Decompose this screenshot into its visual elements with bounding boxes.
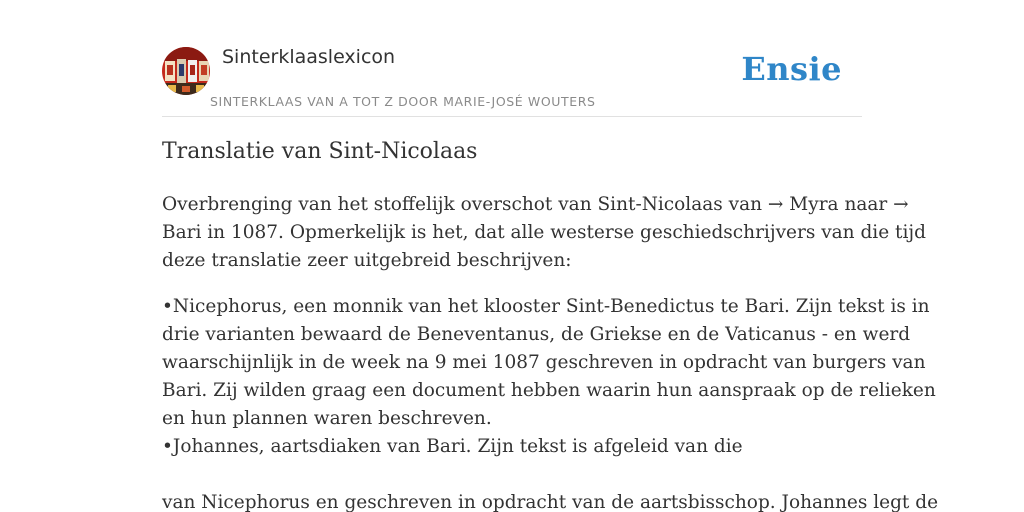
text-line: van Nicephorus en geschreven in opdracht van de aartsbisschop. Johannes legt de <box>162 492 939 512</box>
text-line: waarschijnlijk in de week na 9 mei 1087 geschreven in opdracht van burgers van <box>162 352 926 373</box>
text-line: •Nicephorus, een monnik van het klooster Sint-Benedictus te Bari. Zijn tekst is in <box>162 296 930 317</box>
article-body <box>162 191 939 512</box>
text-line: drie varianten bewaard de Beneventanus, de Griekse en de Vaticanus - en werd <box>162 324 911 345</box>
text-line: Bari. Zij wilden graag een document hebben waarin hun aanspraak op de relieken <box>162 380 936 401</box>
sources-paragraph <box>162 293 939 512</box>
text-line: Overbrenging van het stoffelijk overschot van Sint-Nicolaas van → Myra naar → <box>162 194 909 215</box>
text-line: deze translatie zeer uitgebreid beschrijven: <box>162 250 572 271</box>
text-line: en hun plannen waren beschreven. <box>162 408 492 429</box>
lexicon-avatar-image <box>162 47 210 95</box>
site-tagline: SINTERKLAAS VAN A TOT Z DOOR MARIE-JOSÉ WOUTERS <box>210 94 596 109</box>
intro-paragraph <box>162 191 926 275</box>
lexicon-avatar[interactable] <box>162 47 210 95</box>
site-header <box>162 44 862 117</box>
line-break <box>162 461 867 489</box>
text-line: Bari in 1087. Opmerkelijk is het, dat alle westerse geschiedschrijvers van die tijd <box>162 222 926 243</box>
article-title: Translatie van Sint-Nicolaas <box>162 139 478 164</box>
text-line: •Johannes, aartsdiaken van Bari. Zijn tekst is afgeleid van die <box>162 436 743 457</box>
site-name[interactable]: Sinterklaaslexicon <box>222 46 396 68</box>
ensie-logo-link[interactable]: Ensie <box>741 50 842 88</box>
